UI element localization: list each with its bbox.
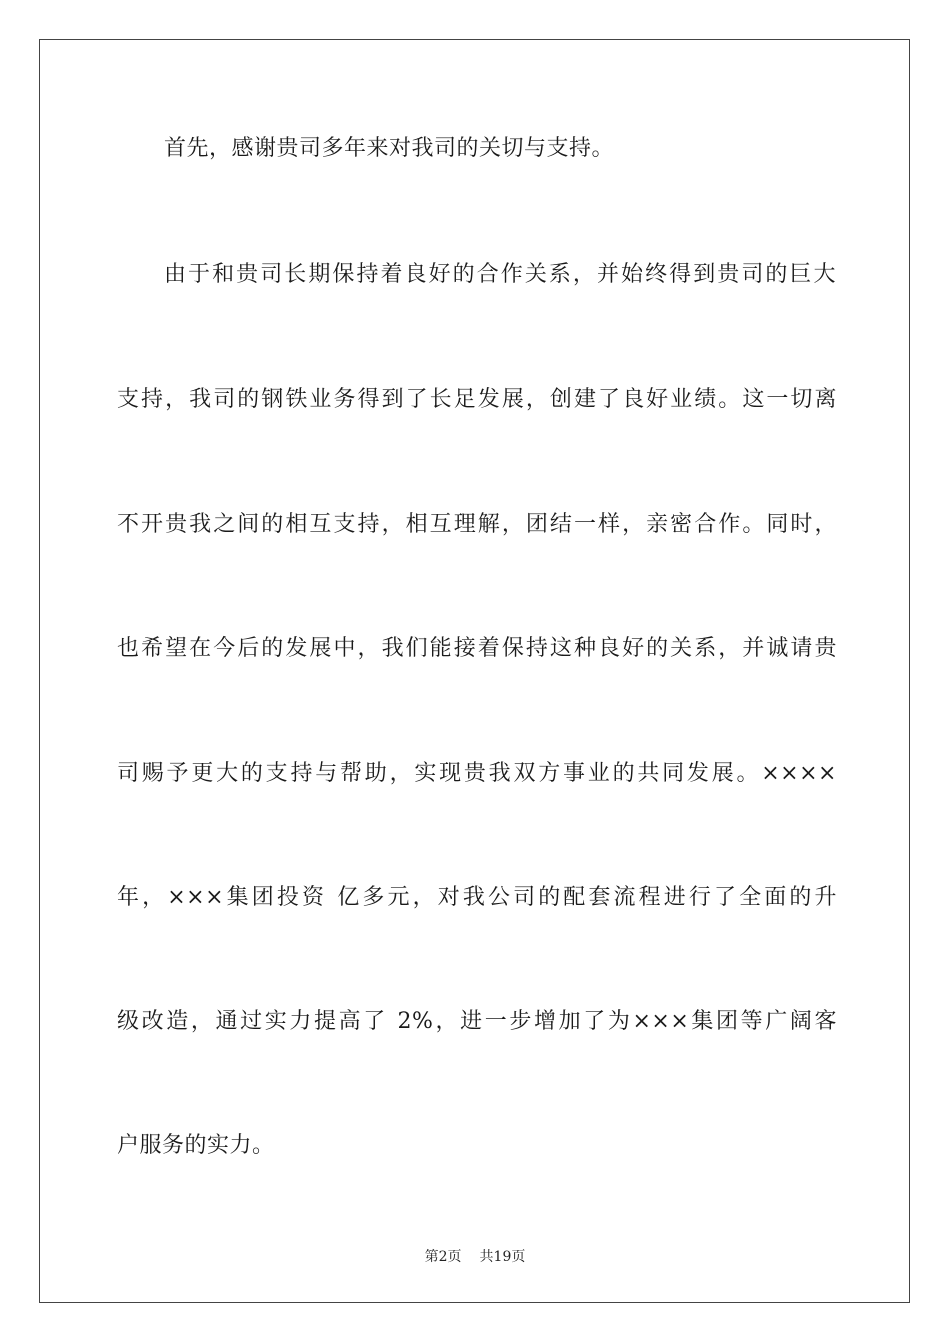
- paragraph-2-line-3: 不开贵我之间的相互支持，相互理解，团结一样，亲密合作。同时，: [117, 512, 837, 537]
- paragraph-2-line-4: 也希望在今后的发展中，我们能接着保持这种良好的关系，并诚请贵: [117, 636, 837, 661]
- paragraph-1-line-1: 首先，感谢贵司多年来对我司的关切与支持。: [164, 136, 615, 161]
- paragraph-2-line-7: 级改造，通过实力提高了 2%，进一步增加了为×××集团等广阔客: [117, 1009, 837, 1034]
- paragraph-2-line-5: 司赐予更大的支持与帮助，实现贵我双方事业的共同发展。××××: [117, 761, 837, 786]
- page-number: 第2页: [424, 1249, 462, 1265]
- page-footer: [0, 1248, 950, 1266]
- page-total: 共19页: [479, 1249, 526, 1265]
- paragraph-2-line-8: 户服务的实力。: [117, 1133, 275, 1158]
- paragraph-2-line-1: 由于和贵司长期保持着良好的合作关系，并始终得到贵司的巨大: [164, 262, 836, 287]
- paragraph-2-line-6: 年，×××集团投资 亿多元，对我公司的配套流程进行了全面的升: [117, 885, 837, 910]
- paragraph-2-line-2: 支持，我司的钢铁业务得到了长足发展，创建了良好业绩。这一切离: [117, 387, 837, 412]
- page-border: [39, 39, 910, 1303]
